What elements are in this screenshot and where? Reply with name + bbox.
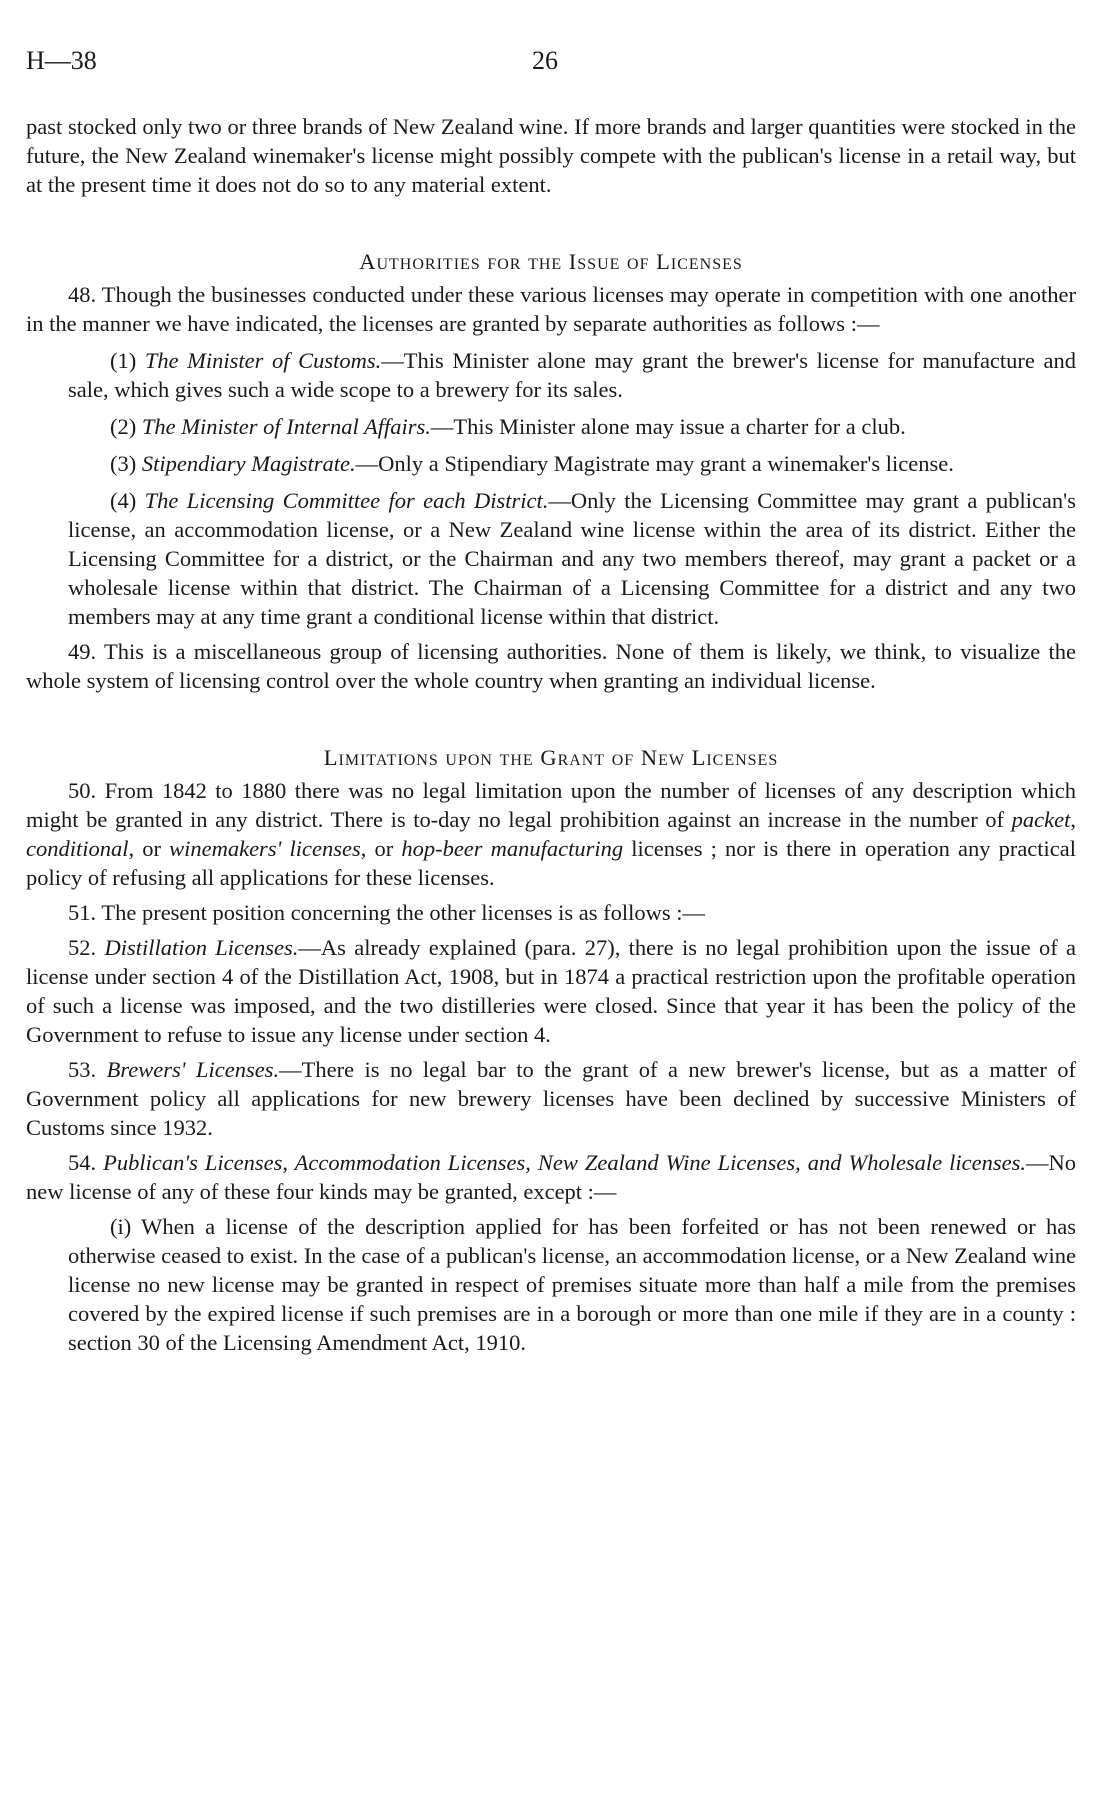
item-number: (2) bbox=[110, 414, 142, 439]
document-body bbox=[26, 112, 1076, 1357]
paragraph-48: 48. Though the businesses conducted under these various licenses may operate in competition with one another in the manner we have indicated, the licenses are granted by separate authorities as follows :— bbox=[26, 282, 1076, 336]
item-text: —Only a Stipendiary Magistrate may grant a winemaker's license. bbox=[355, 451, 954, 476]
item-number: (1) bbox=[110, 348, 145, 373]
item-text: —This Minister alone may grant the brewer's license for manufacture and sale, which gives such a wide scope to a brewery for its sales. bbox=[68, 348, 1076, 402]
italic-run: hop-beer manufacturing bbox=[401, 836, 624, 861]
item-text: —This Minister alone may issue a charter for a club. bbox=[430, 414, 906, 439]
italic-run: conditional bbox=[26, 836, 129, 861]
item-title: The Minister of Internal Affairs. bbox=[141, 414, 431, 439]
section-heading-authorities: Authorities for the Issue of Licenses bbox=[359, 249, 743, 274]
authority-item-2 bbox=[26, 412, 1076, 441]
text-run: licenses ; nor is there in operation any practical policy of refusing all applications for these licenses. bbox=[26, 836, 1077, 890]
item-title: The Minister of Customs. bbox=[144, 348, 382, 373]
authority-item-4 bbox=[26, 486, 1076, 631]
authority-item-3 bbox=[26, 449, 1076, 478]
paragraph-49: 49. This is a miscellaneous group of licensing authorities. None of them is likely, we think, to visualize the whole system of licensing control over the whole country when granting an individual license. bbox=[26, 639, 1076, 693]
paragraph-title: Distillation Licenses. bbox=[104, 935, 299, 960]
paragraph-text: —There is no legal bar to the grant of a new brewer's license, but as a matter of Government policy all applications for new brewery licenses have been declined by successive Ministers of Customs since 1932. bbox=[26, 1057, 1076, 1140]
item-number: (4) bbox=[110, 488, 145, 513]
italic-run: winemakers' licenses bbox=[169, 836, 361, 861]
paragraph-title: Publican's Licenses, Accommodation Licenses, New Zealand Wine Licenses, and Wholesale licenses. bbox=[103, 1150, 1027, 1175]
item-text: —Only the Licensing Committee may grant a publican's license, an accommodation license, or a New Zealand wine license within the area of its district. Either the Licensing Committee for a district, or the Chairman and any two members thereof, may grant a packet or a wholesale license within that district. The Chairman of a Licensing Committee for a district and any two members may at any time grant a conditional license within that district. bbox=[68, 488, 1076, 629]
intro-paragraph: past stocked only two or three brands of New Zealand wine. If more brands and larger quantities were stocked in the future, the New Zealand winemaker's license might possibly compete with the publican's license in a retail way, but at the present time it does not do so to any material extent. bbox=[26, 114, 1076, 197]
paragraph-52 bbox=[26, 933, 1076, 1049]
paragraph-text: —As already explained (para. 27), there is no legal prohibition upon the issue of a license under section 4 of the Distillation Act, 1908, but in 1874 a practical restriction upon the profitable operation of such a license was imposed, and the two distilleries were closed. Since that year it has been the policy of the Government to refuse to issue any license under section 4. bbox=[26, 935, 1076, 1047]
paragraph-53 bbox=[26, 1055, 1076, 1142]
text-run: , bbox=[1070, 807, 1076, 832]
document-reference: H—38 bbox=[26, 46, 97, 75]
paragraph-54 bbox=[26, 1148, 1076, 1206]
paragraph-50 bbox=[26, 776, 1076, 892]
authority-item-1 bbox=[26, 346, 1076, 404]
text-run: , or bbox=[128, 836, 170, 861]
item-title: Stipendiary Magistrate. bbox=[141, 451, 356, 476]
paragraph-number: 52. bbox=[68, 935, 105, 960]
exception-item-i: (i) When a license of the description applied for has been forfeited or has not been renewed or has otherwise ceased to exist. In the case of a publican's license, an accommodation license, or a New Zealand wine license no new license may be granted in respect of premises situate more than half a mile from the premises covered by the expired license if such premises are in a borough or more than one mile if they are in a county : section 30 of the Licensing Amendment Act, 1910. bbox=[68, 1214, 1076, 1355]
section-heading-limitations: Limitations upon the Grant of New Licenses bbox=[323, 745, 779, 770]
paragraph-title: Brewers' Licenses. bbox=[106, 1057, 280, 1082]
page-number: 26 bbox=[532, 46, 558, 75]
paragraph-number: 54. bbox=[68, 1150, 104, 1175]
paragraph-number: 53. bbox=[68, 1057, 107, 1082]
item-title: The Licensing Committee for each District. bbox=[144, 488, 549, 513]
item-number: (3) bbox=[110, 451, 142, 476]
text-run: 50. From 1842 to 1880 there was no legal limitation upon the number of licenses of any description which might be granted in any district. There is to-day no legal prohibition against an increase in the number of bbox=[26, 778, 1076, 832]
text-run: , or bbox=[360, 836, 402, 861]
paragraph-51: 51. The present position concerning the other licenses is as follows :— bbox=[68, 900, 705, 925]
paragraph-text: —No new license of any of these four kinds may be granted, except :— bbox=[26, 1150, 1077, 1204]
italic-run: packet bbox=[1011, 807, 1071, 832]
